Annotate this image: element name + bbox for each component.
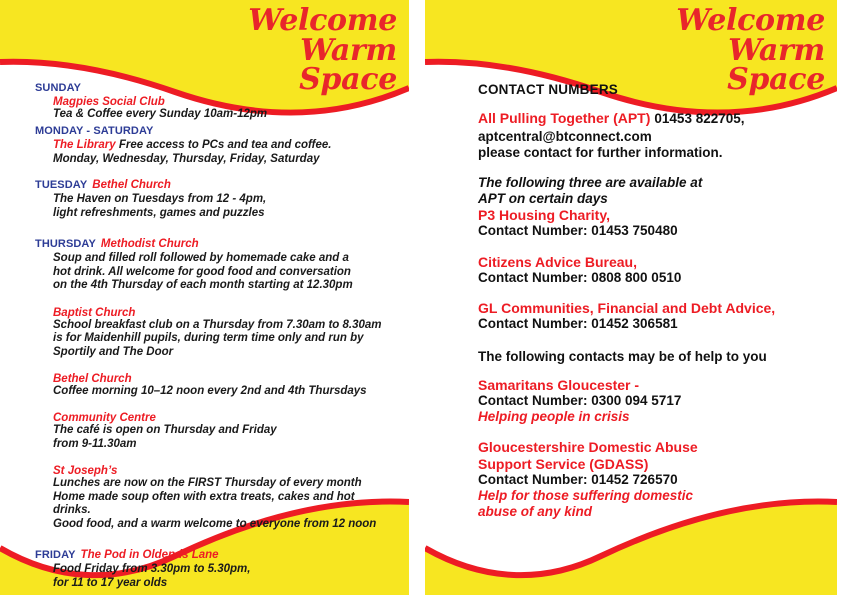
detail-line: on the 4th Thursday of each month starting at 12.30pm xyxy=(53,279,353,292)
contact-strapline: Help for those suffering domestic xyxy=(478,488,694,504)
schedule-section-community-centre xyxy=(35,412,395,451)
detail-line: for 11 to 17 year olds xyxy=(53,576,168,589)
contact-number[interactable]: Contact Number: 01453 750480 xyxy=(478,223,678,239)
contact-strapline: abuse of any kind xyxy=(478,503,593,519)
spacer xyxy=(478,333,828,349)
spacer xyxy=(35,220,395,234)
day-label-sunday: SUNDAY xyxy=(35,82,82,94)
apt-availability-line: The following three are available at xyxy=(478,175,703,191)
venue-bethel-church: Bethel Church xyxy=(92,179,171,192)
contact-samaritans-gloucester xyxy=(478,377,828,425)
logo-line-warm: Warm xyxy=(300,32,397,68)
logo-line-space: Space xyxy=(727,62,825,98)
day-label-tuesday: TUESDAY xyxy=(35,179,88,192)
venue-magpies-social-club: Magpies Social Club xyxy=(53,96,165,108)
right-panel xyxy=(425,0,837,595)
contact-name: Gloucestershire Domestic Abuse xyxy=(478,439,698,456)
help-contacts-heading: The following contacts may be of help to you xyxy=(478,348,767,364)
schedule-section-thursday xyxy=(35,234,395,292)
contact-number[interactable]: Contact Number: 0300 094 5717 xyxy=(478,393,682,409)
detail-text: Free access to PCs and tea and coffee. xyxy=(115,139,332,152)
logo-welcome-warm-space-right xyxy=(676,3,825,98)
schedule-section-baptist-church xyxy=(35,307,395,359)
detail-line: The café is open on Thursday and Friday xyxy=(53,424,277,437)
spacer xyxy=(35,531,395,545)
logo-line-welcome: Welcome xyxy=(676,3,825,38)
spacer xyxy=(35,166,395,175)
contact-apt-name-row xyxy=(478,110,828,129)
contact-number[interactable]: Contact Number: 01452 726570 xyxy=(478,471,678,487)
venue-community-centre: Community Centre xyxy=(53,412,156,425)
logo-line-warm: Warm xyxy=(728,32,825,68)
spacer xyxy=(35,451,395,465)
contact-strapline: Helping people in crisis xyxy=(478,409,630,425)
contact-name: Citizens Advice Bureau, xyxy=(478,253,637,270)
detail-line: is for Maidenhill pupils, during term time only and run by xyxy=(53,332,364,345)
detail-line: Sportily and The Door xyxy=(53,345,174,358)
detail-line: light refreshments, games and puzzles xyxy=(53,206,265,219)
detail-line: School breakfast club on a Thursday from 7.30am to 8.30am xyxy=(53,318,382,331)
detail-run-in-line xyxy=(53,139,395,152)
detail-line: Monday, Wednesday, Thursday, Friday, Saturday xyxy=(53,152,320,165)
spacer xyxy=(478,365,828,377)
venue-the-pod-oldends-lane: The Pod in Oldends Lane xyxy=(80,549,219,562)
contact-number[interactable]: Contact Number: 0808 800 0510 xyxy=(478,269,682,285)
day-label-thursday: THURSDAY xyxy=(35,238,96,251)
contact-name: Support Service (GDASS) xyxy=(478,455,649,472)
spacer xyxy=(478,240,828,254)
apt-availability-line: APT on certain days xyxy=(478,191,608,207)
venue-the-library: The Library xyxy=(53,139,116,152)
day-label-monday-saturday: MONDAY - SATURDAY xyxy=(35,125,154,138)
spacer xyxy=(35,359,395,373)
spacer xyxy=(35,293,395,307)
logo-line-space: Space xyxy=(299,62,397,98)
apt-availability-note xyxy=(478,175,828,207)
spacer xyxy=(478,425,828,439)
schedule-list xyxy=(35,78,395,590)
detail-line: Lunches are now on the FIRST Thursday of every month xyxy=(53,477,362,490)
contact-number[interactable]: Contact Number: 01452 306581 xyxy=(478,316,678,332)
schedule-section-monday-saturday xyxy=(35,121,395,166)
detail-line: Tea & Coffee every Sunday 10am-12pm xyxy=(53,108,268,120)
venue-baptist-church: Baptist Church xyxy=(53,306,136,319)
venue-methodist-church: Methodist Church xyxy=(100,238,199,251)
detail-line: hot drink. All welcome for good food and conversation xyxy=(53,265,351,278)
contact-name: P3 Housing Charity, xyxy=(478,206,610,223)
detail-line: The Haven on Tuesdays from 12 - 4pm, xyxy=(53,193,267,206)
logo-welcome-warm-space-left xyxy=(248,3,397,98)
contact-gl-communities xyxy=(478,300,828,333)
contact-name: Samaritans Gloucester - xyxy=(478,376,640,393)
left-panel xyxy=(0,0,409,595)
schedule-section-friday xyxy=(35,545,395,590)
venue-bethel-church-coffee: Bethel Church xyxy=(53,372,132,385)
schedule-section-bethel-church-coffee xyxy=(35,373,395,398)
panel-divider-gap xyxy=(409,0,425,595)
detail-line: Home made soup often with extra treats, cakes and hot drinks. xyxy=(53,490,355,517)
spacer xyxy=(35,398,395,412)
logo-line-welcome: Welcome xyxy=(248,3,397,38)
contact-apt-name: All Pulling Together (APT) xyxy=(478,110,651,126)
contact-citizens-advice-bureau xyxy=(478,254,828,287)
detail-line: from 9-11.30am xyxy=(53,437,137,450)
contact-numbers-heading: CONTACT NUMBERS xyxy=(478,82,618,97)
contact-p3-housing-charity xyxy=(478,207,828,240)
spacer xyxy=(478,286,828,300)
detail-line: Coffee morning 10–12 noon every 2nd and 4th Thursdays xyxy=(53,384,367,397)
contact-apt-note: please contact for further information. xyxy=(478,144,723,160)
contact-numbers-list xyxy=(478,82,828,520)
detail-line: Food Friday from 3.30pm to 5.30pm, xyxy=(53,563,251,576)
spacer xyxy=(478,161,828,175)
contact-apt-email[interactable]: aptcentral@btconnect.com xyxy=(478,128,652,144)
contact-gdass xyxy=(478,439,828,520)
detail-line: Good food, and a warm welcome to everyone from 12 noon xyxy=(53,517,377,530)
venue-st-josephs: St Joseph’s xyxy=(53,465,118,478)
contact-apt-phone[interactable]: 01453 822705, xyxy=(654,111,745,126)
contact-apt xyxy=(478,110,828,161)
day-label-friday: FRIDAY xyxy=(35,549,76,562)
detail-line: Soup and filled roll followed by homemade cake and a xyxy=(53,252,349,265)
schedule-section-st-josephs xyxy=(35,465,395,531)
contact-name: GL Communities, Financial and Debt Advice, xyxy=(478,300,776,317)
schedule-section-tuesday xyxy=(35,175,395,220)
